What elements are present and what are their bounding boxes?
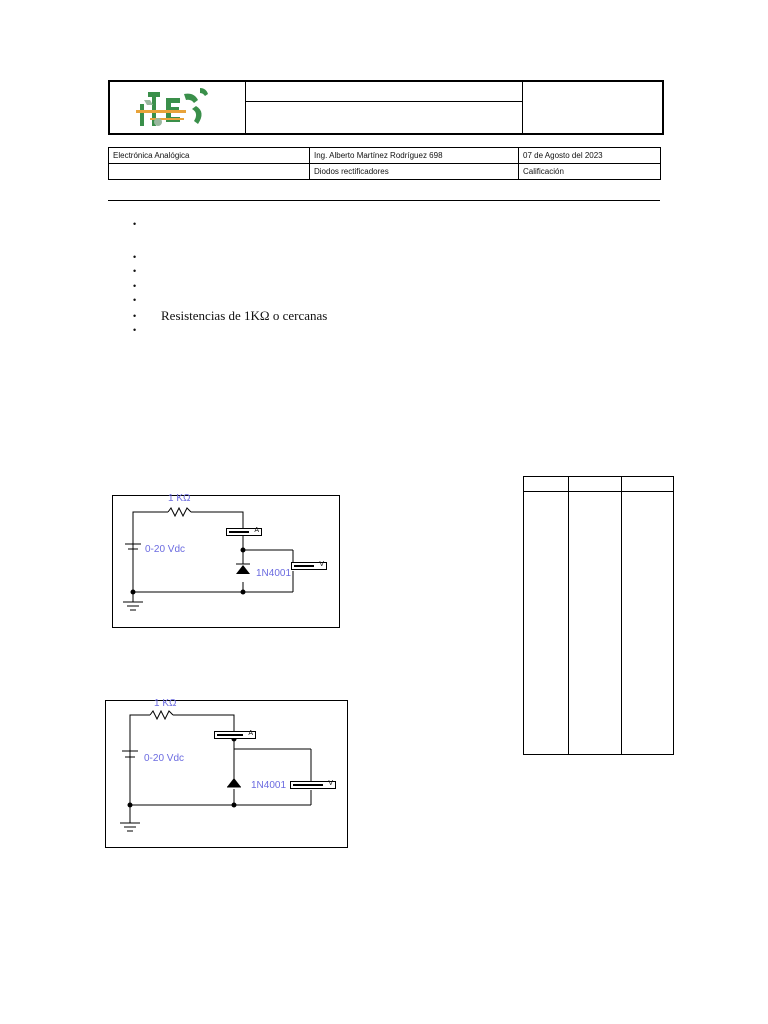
table-row — [524, 492, 674, 755]
table-row — [109, 148, 661, 164]
table-header-cell — [569, 477, 622, 492]
diode-label: 1N4001 — [251, 780, 287, 791]
institution-logo-icon — [110, 82, 246, 133]
circuit-diagram-forward — [112, 495, 340, 628]
grade-cell: Calificación — [519, 164, 661, 180]
table-header-cell — [524, 477, 569, 492]
student-cell — [109, 164, 310, 180]
table-cell — [622, 492, 674, 755]
results-table — [523, 476, 674, 755]
table-row — [524, 477, 674, 492]
materials-item-resistors: Resistencias de 1KΩ o cercanas — [161, 308, 328, 323]
date-cell: 07 de Agosto del 2023 — [519, 148, 661, 164]
circuit-diagram-reverse — [105, 700, 348, 848]
divider — [108, 200, 660, 201]
header-subtitle-cell — [246, 102, 523, 133]
source-label: 0-20 Vdc — [145, 544, 186, 555]
table-cell — [569, 492, 622, 755]
document-header — [108, 80, 664, 135]
header-right-cell — [523, 82, 662, 133]
table-cell — [524, 492, 569, 755]
bullet-marker: • — [133, 252, 137, 262]
diode-label: 1N4001 — [256, 568, 292, 579]
logo-cell — [110, 82, 246, 133]
bullet-marker: • — [133, 281, 137, 291]
resistor-label: 1 KΩ — [154, 698, 177, 709]
course-info-table — [108, 147, 661, 180]
voltmeter-icon: V — [290, 781, 336, 789]
voltmeter-icon: V — [291, 562, 327, 570]
resistor-label: 1 KΩ — [168, 493, 191, 504]
bullet-marker: • — [133, 295, 137, 305]
circuit-wiring — [106, 701, 347, 847]
bullet-marker: • — [133, 219, 137, 229]
bullet-marker: • — [133, 311, 137, 321]
table-header-cell — [622, 477, 674, 492]
source-label: 0-20 Vdc — [144, 753, 185, 764]
subject-cell: Electrónica Analógica — [109, 148, 310, 164]
ammeter-icon: A — [214, 731, 256, 739]
table-row — [109, 164, 661, 180]
topic-cell: Diodos rectificadores — [310, 164, 519, 180]
bullet-marker: • — [133, 325, 137, 335]
teacher-cell: Ing. Alberto Martínez Rodríguez 698 — [310, 148, 519, 164]
bullet-marker: • — [133, 266, 137, 276]
ammeter-icon: A — [226, 528, 262, 536]
header-title-cell — [246, 82, 523, 102]
